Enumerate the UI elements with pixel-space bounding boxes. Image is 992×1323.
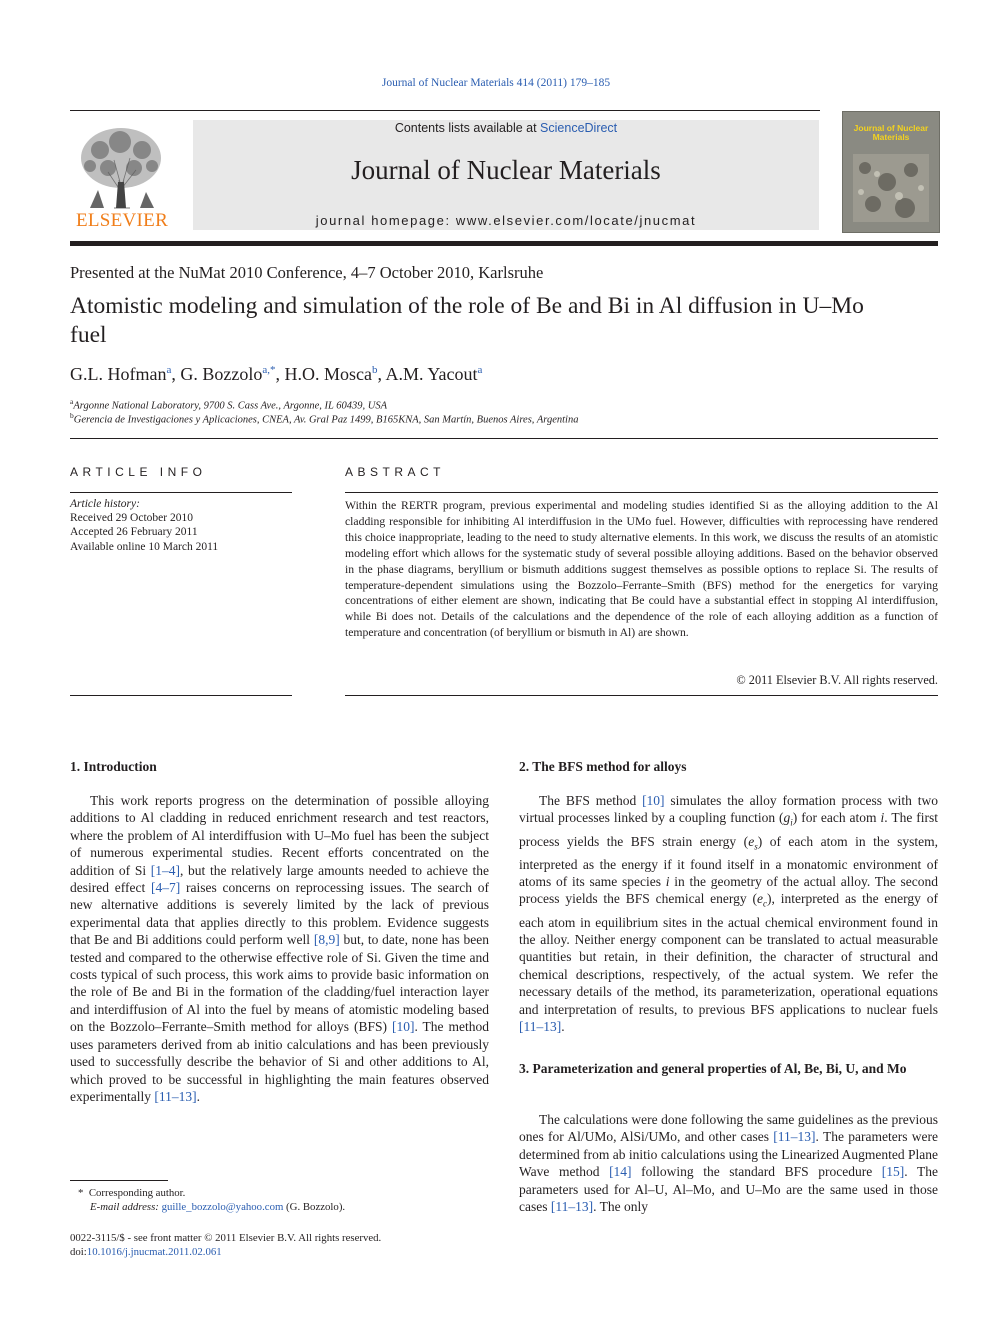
contents-prefix: Contents lists available at — [394, 121, 541, 135]
publisher-wordmark: ELSEVIER — [75, 210, 169, 231]
bfs-body — [519, 792, 938, 1035]
text-run: . The method uses parameters derived from ab initio calculations and has been previously used to successfully describe the behavior of Si and other additions to Al, which proved to be successful in highlighting the main features observed experimentally — [70, 1019, 489, 1104]
author-affil-mark[interactable]: a — [477, 364, 483, 376]
text-run: . The parameters were determined from ab initio calculations using the Linearized Augmented Plane Wave method — [519, 1129, 938, 1180]
citation-link[interactable]: [11–13] — [519, 1018, 562, 1034]
affiliation-b — [70, 411, 578, 426]
doi-link[interactable]: 10.1016/j.jnucmat.2011.02.061 — [86, 1246, 222, 1258]
corresponding-author-label: Corresponding author. — [88, 1187, 186, 1199]
affil-text: Argonne National Laboratory, 9700 S. Cass Ave., Argonne, IL 60439, USA — [73, 400, 387, 412]
parameterization-body — [519, 1111, 938, 1215]
sciencedirect-link[interactable]: ScienceDirect — [540, 121, 618, 135]
text-run: . The first process yields the BFS strain energy ( — [519, 810, 938, 849]
text-run: but, to date, none has been tested and compared to the otherwise effective role of Si. Given the time and costs typical of such process, this work aims to provide basic information on the role of Be and Bi in the formation of the cladding/fuel interaction layer and interdiffusion of Al into the fuel by means of atomistic modeling based on the Bozzolo–Ferrante–Smith method for alloys (BFS) — [70, 932, 489, 1035]
journal-citation[interactable]: Journal of Nuclear Materials 414 (2011) 179–185 — [381, 77, 611, 89]
abstract-heading: ABSTRACT — [345, 465, 446, 479]
italic-symbol: i — [665, 874, 670, 889]
title-divider — [70, 438, 938, 439]
accepted-date: Accepted 26 February 2011 — [70, 526, 198, 538]
article-info-rule — [70, 492, 292, 493]
journal-title: Journal of Nuclear Materials — [351, 155, 661, 185]
affil-mark: b — [70, 411, 74, 420]
author-email-link[interactable]: guille_bozzolo@yahoo.com — [161, 1201, 284, 1213]
citation-link[interactable]: [11–13] — [154, 1088, 197, 1104]
section-heading-introduction: 1. Introduction — [70, 759, 157, 774]
text-run: ), interpreted as the energy of each atom in equilibrium sites in the actual chemical environment found in the alloy. Neither energy component can be translated to actual measurable quantities but retain, in their definition, the character of structural and chemical descriptions, respectively, of the actual system. We refer the necessary details of the method, its parameterization, operational equations and interpretation of results, to previous BFS applications to nuclear fuels — [519, 891, 939, 1017]
author-name[interactable]: G.L. Hofman — [70, 364, 167, 384]
italic-symbol: e — [757, 891, 763, 907]
introduction-paragraph — [70, 792, 489, 1105]
doi-label: doi: — [70, 1246, 87, 1258]
issn-line: 0022-3115/$ - see front matter © 2011 Elsevier B.V. All rights reserved. — [70, 1232, 382, 1244]
abstract-copyright: © 2011 Elsevier B.V. All rights reserved. — [736, 673, 938, 687]
citation-link[interactable]: [4–7] — [151, 880, 181, 896]
received-date: Received 29 October 2010 — [70, 512, 193, 524]
parameterization-paragraph — [519, 1111, 938, 1215]
doi-line — [70, 1245, 222, 1259]
text-run: . The only — [593, 1199, 648, 1215]
footnote-star: * — [78, 1187, 84, 1199]
affil-text: Gerencia de Investigaciones y Aplicaciones, CNEA, Av. Gral Paz 1499, B165KNA, San Martín, Buenos Aires, Argentina — [73, 414, 579, 426]
author-list: G.L. Hofman$^a$, G. Bozzolo$^{a,*}$, H.O. Mosca$^b$, A.M. Yacout$^a$ — [70, 364, 483, 384]
affiliation-a — [70, 397, 387, 412]
citation-link[interactable]: [10] — [391, 1019, 415, 1035]
abstract-text: Within the RERTR program, previous experimental and modeling studies identified Si as the alloying addition to the Al cladding responsible for inhibiting Al interdiffusion in the UMo fuel. However, difficulties with reprocessing have rendered this choice inappropriate, leading to the need to study alternative elements. In this work, we discuss the results of an atomistic modeling effort which allows for the systematic study of several possible alloying additions. Based on the behavior observed in the phase diagrams, beryllium or bismuth additions suggest themselves as possible options to replace Si. The results of temperature-dependent simulations using the Bozzolo–Ferrante–Smith (BFS) method for the energetics for varying concentrations of either element are shown, indicating that Be could have a substantial effect in stopping Al interdiffusion, while Bi does not. Details of the calculations and the dependence of the role of each alloying addition as a function of temperature and concentration (of beryllium or bismuth in Al) are shown. — [345, 499, 938, 640]
citation-link[interactable]: [11–13] — [773, 1129, 816, 1145]
section-heading-bfs: 2. The BFS method for alloys — [519, 759, 687, 774]
online-date: Available online 10 March 2011 — [70, 541, 219, 553]
citation-link[interactable]: [14] — [609, 1164, 632, 1180]
section-heading-parameterization: 3. Parameterization and general properties of Al, Be, Bi, U, and Mo — [519, 1061, 907, 1076]
corresponding-author-note — [78, 1186, 185, 1200]
email-label: E-mail address: — [90, 1201, 159, 1213]
email-suffix: (G. Bozzolo). — [283, 1201, 346, 1213]
text-run: The BFS method — [539, 793, 643, 808]
text-run: in the geometry of the actual alloy. The second process yields the BFS chemical energy ( — [519, 874, 938, 907]
author-name[interactable]: A.M. Yacout — [385, 364, 478, 384]
citation-link[interactable]: [10] — [642, 793, 665, 808]
citation-link[interactable]: [1–4] — [150, 862, 180, 878]
text-run: This work reports progress on the determination of possible alloying additions to Al cladding in reduced enrichment research and test reactors, where the problem of Al interdiffusion with U–Mo fuel has been the subject of numerous experimental studies. Recent efforts concentrated on the addition of Si — [70, 793, 489, 878]
abstract-rule — [345, 492, 938, 493]
affil-mark: a — [70, 397, 74, 406]
citation-link[interactable]: [15] — [881, 1164, 905, 1180]
italic-symbol: e — [748, 833, 755, 849]
article-title: Atomistic modeling and simulation of the role of Be and Bi in Al diffusion in U–Mo fuel — [70, 293, 864, 348]
author-name[interactable]: G. Bozzolo — [180, 364, 263, 384]
text-run: following the standard BFS procedure — [631, 1164, 882, 1180]
email-note — [90, 1200, 345, 1214]
author-affil-mark[interactable]: a — [166, 364, 172, 376]
subscript: s — [754, 841, 758, 852]
conference-note: Presented at the NuMat 2010 Conference, 4–7 October 2010, Karlsruhe — [70, 263, 544, 282]
author-affil-mark[interactable]: a,* — [262, 364, 276, 376]
text-run: The calculations were done following the same guidelines as the previous ones for Al/UMo, AlSi/UMo, and other cases — [519, 1112, 938, 1145]
text-run: . — [196, 1088, 200, 1104]
citation-link[interactable]: [8,9] — [313, 932, 340, 948]
italic-symbol: i — [880, 810, 885, 826]
citation-link[interactable]: [11–13] — [550, 1199, 594, 1215]
italic-symbol: g — [783, 810, 791, 826]
text-run: . — [561, 1018, 565, 1034]
text-run: simulates the alloy formation process with two virtual processes linked by a coupling function ( — [519, 793, 938, 826]
text-run: ) of each atom in the system, interpreted as the energy if it found itself in a monatomic environment of atoms of its same species — [519, 833, 938, 889]
cover-journal-title: Journal of Nuclear Materials — [853, 123, 929, 142]
bfs-paragraph — [519, 792, 938, 1035]
text-run: , but the relatively large amounts needed to achieve the desired effect — [70, 862, 490, 896]
article-info-heading: ARTICLE INFO — [70, 465, 207, 479]
footnote-rule — [70, 1180, 168, 1181]
author-name[interactable]: H.O. Mosca — [284, 364, 372, 384]
subscript: i — [790, 818, 793, 829]
abstract-bottom-rule — [345, 695, 938, 696]
text-run: raises concerns on reprocessing issues. The search of new alternative additions is severely limited by the lack of previous experimental data that applies directly to this problem. Evidence suggests that Be and Bi additions could perform well — [70, 880, 489, 948]
header-top-rule — [70, 110, 820, 111]
header-thick-rule — [70, 241, 938, 246]
introduction-body — [70, 792, 489, 1105]
text-run: ) for each atom — [792, 810, 881, 826]
article-info-bottom-rule — [70, 695, 292, 696]
text-run: . The parameters used for Al–U, Al–Mo, and U–Mo are the same used in those cases — [519, 1164, 939, 1215]
subscript: c — [763, 899, 767, 910]
journal-homepage[interactable]: journal homepage: www.elsevier.com/locate/jnucmat — [315, 213, 697, 228]
article-history-label: Article history: — [70, 498, 140, 510]
author-affil-mark[interactable]: b — [372, 364, 378, 376]
contents-line — [193, 121, 819, 135]
